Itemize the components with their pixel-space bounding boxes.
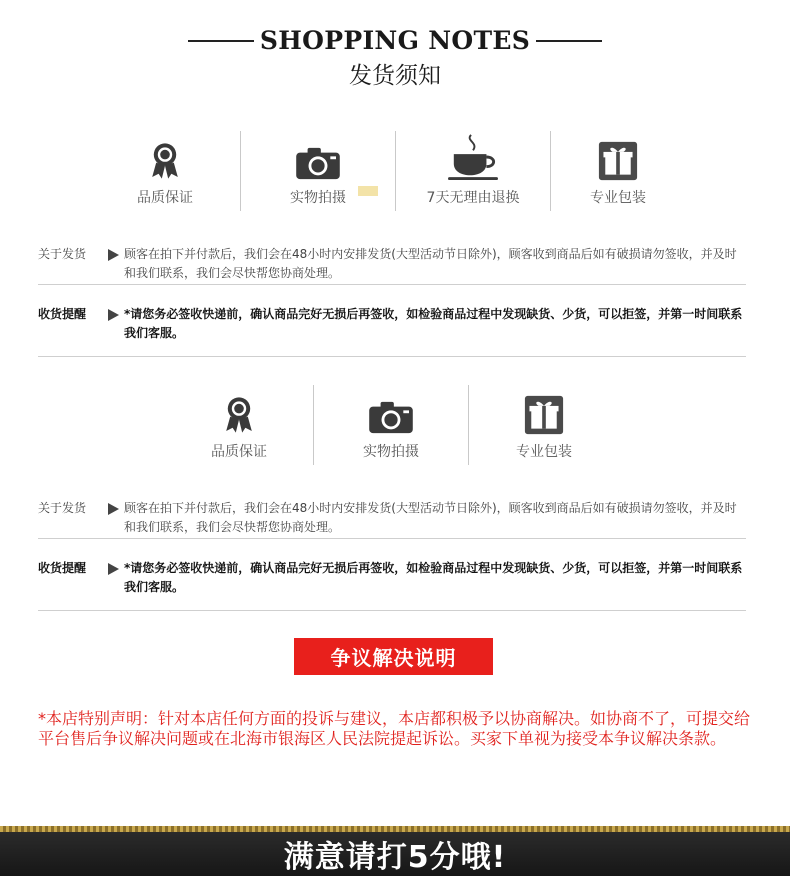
gift-box-icon	[524, 395, 564, 435]
divider	[38, 356, 746, 357]
service-return	[396, 131, 550, 211]
receipt-note	[38, 559, 746, 597]
decor-swatch	[358, 186, 378, 196]
service-icons-top	[90, 131, 685, 211]
service-quality	[90, 131, 240, 211]
receipt-note	[38, 305, 746, 343]
rating-footer	[0, 826, 790, 876]
service-icons-bottom	[165, 385, 619, 465]
page-header	[0, 26, 790, 90]
service-quality	[165, 385, 313, 465]
title-cn-text: 发货须知	[349, 63, 441, 89]
note-key: 关于发货	[38, 247, 87, 261]
divider	[38, 284, 746, 285]
title-rule-left	[188, 40, 254, 42]
service-label: 专业包装	[590, 190, 646, 206]
service-label: 专业包装	[516, 444, 572, 460]
divider	[38, 538, 746, 539]
note-key: 关于发货	[38, 501, 87, 515]
award-ribbon-icon	[149, 141, 181, 181]
camera-icon	[294, 145, 342, 181]
dispute-statement: *本店特别声明：针对本店任何方面的投诉与建议，本店都积极予以协商解决。如协商不了，可提交给平台售后争议解决问题或在北海市银海区人民法院提起诉讼。买家下单视为接受本争议解决条款。	[38, 709, 751, 748]
gift-box-icon	[598, 141, 638, 181]
service-real-photo	[241, 131, 395, 211]
title-rule-right	[536, 40, 602, 42]
shipping-note	[38, 499, 746, 537]
triangle-right-icon	[108, 249, 119, 261]
title-en-text: SHOPPING NOTES	[259, 26, 531, 55]
camera-icon	[367, 399, 415, 435]
note-body: 顾客在拍下并付款后，我们会在48小时内安排发货(大型活动节日除外)，顾客收到商品后如有破损请勿签收，并及时和我们联系，我们会尽快帮您协商处理。	[124, 501, 737, 534]
english-title	[0, 26, 790, 55]
service-label: 品质保证	[211, 444, 267, 460]
shipping-note	[38, 245, 746, 283]
service-real-photo	[314, 385, 468, 465]
service-label: 7天无理由退换	[426, 190, 520, 206]
service-label: 品质保证	[137, 190, 193, 206]
triangle-right-icon	[108, 563, 119, 575]
rating-slogan: 满意请打5分哦!	[283, 840, 507, 875]
service-label: 实物拍摄	[290, 190, 346, 206]
triangle-right-icon	[108, 309, 119, 321]
note-body: *请您务必签收快递前，确认商品完好无损后再签收，如检验商品过程中发现缺货、少货，可以拒签，并第一时间联系我们客服。	[124, 307, 743, 340]
dispute-heading-banner: 争议解决说明	[294, 638, 493, 675]
award-ribbon-icon	[223, 395, 255, 435]
note-key: 收货提醒	[38, 561, 87, 575]
note-body: *请您务必签收快递前，确认商品完好无损后再签收，如检验商品过程中发现缺货、少货，可以拒签，并第一时间联系我们客服。	[124, 561, 743, 594]
divider	[38, 610, 746, 611]
coffee-cup-icon	[446, 133, 500, 181]
triangle-right-icon	[108, 503, 119, 515]
service-packaging	[469, 385, 619, 465]
note-key: 收货提醒	[38, 307, 87, 321]
note-body: 顾客在拍下并付款后，我们会在48小时内安排发货(大型活动节日除外)，顾客收到商品后如有破损请勿签收，并及时和我们联系，我们会尽快帮您协商处理。	[124, 247, 737, 280]
service-packaging	[551, 131, 685, 211]
service-label: 实物拍摄	[363, 444, 419, 460]
